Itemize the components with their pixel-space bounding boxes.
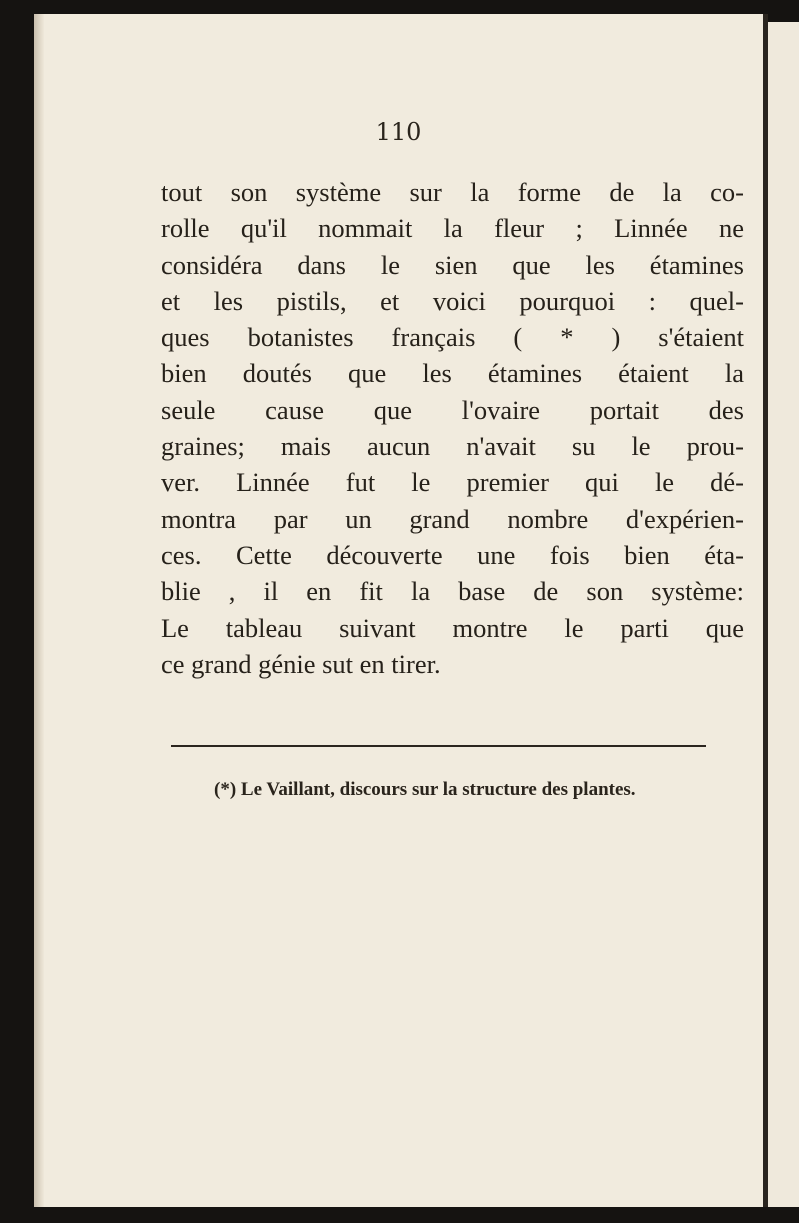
footnote-rule: [171, 745, 706, 747]
text-line: considéra dans le sien que les étamines: [161, 249, 744, 280]
book-gutter: [763, 14, 768, 1207]
book-page: [34, 14, 763, 1207]
body-text: [161, 174, 744, 682]
text-line: Le tableau suivant montre le parti que: [161, 612, 744, 643]
adjacent-page: [768, 22, 799, 1207]
text-line: seule cause que l'ovaire portait des: [161, 394, 744, 425]
page-number: 110: [375, 118, 422, 146]
text-line: et les pistils, et voici pourquoi : quel-: [161, 285, 744, 316]
text-line: tout son système sur la forme de la co-: [161, 177, 744, 207]
text-line: blie , il en fit la base de son système:: [161, 576, 744, 607]
text-line: ver. Linnée fut le premier qui le dé-: [161, 467, 744, 498]
text-line: ce grand génie sut en tirer.: [161, 648, 441, 679]
footnote: (*) Le Vaillant, discours sur la structure des plantes.: [214, 779, 636, 800]
text-line: graines; mais aucun n'avait su le prou-: [161, 431, 744, 462]
page-edge: [34, 14, 44, 1207]
text-line: rolle qu'il nommait la fleur ; Linnée ne: [161, 213, 744, 244]
text-line: bien doutés que les étamines étaient la: [161, 358, 744, 389]
text-line: ces. Cette découverte une fois bien éta-: [161, 539, 744, 570]
text-line: ques botanistes français ( * ) s'étaient: [161, 322, 744, 353]
text-line: montra par un grand nombre d'expérien-: [161, 503, 744, 534]
